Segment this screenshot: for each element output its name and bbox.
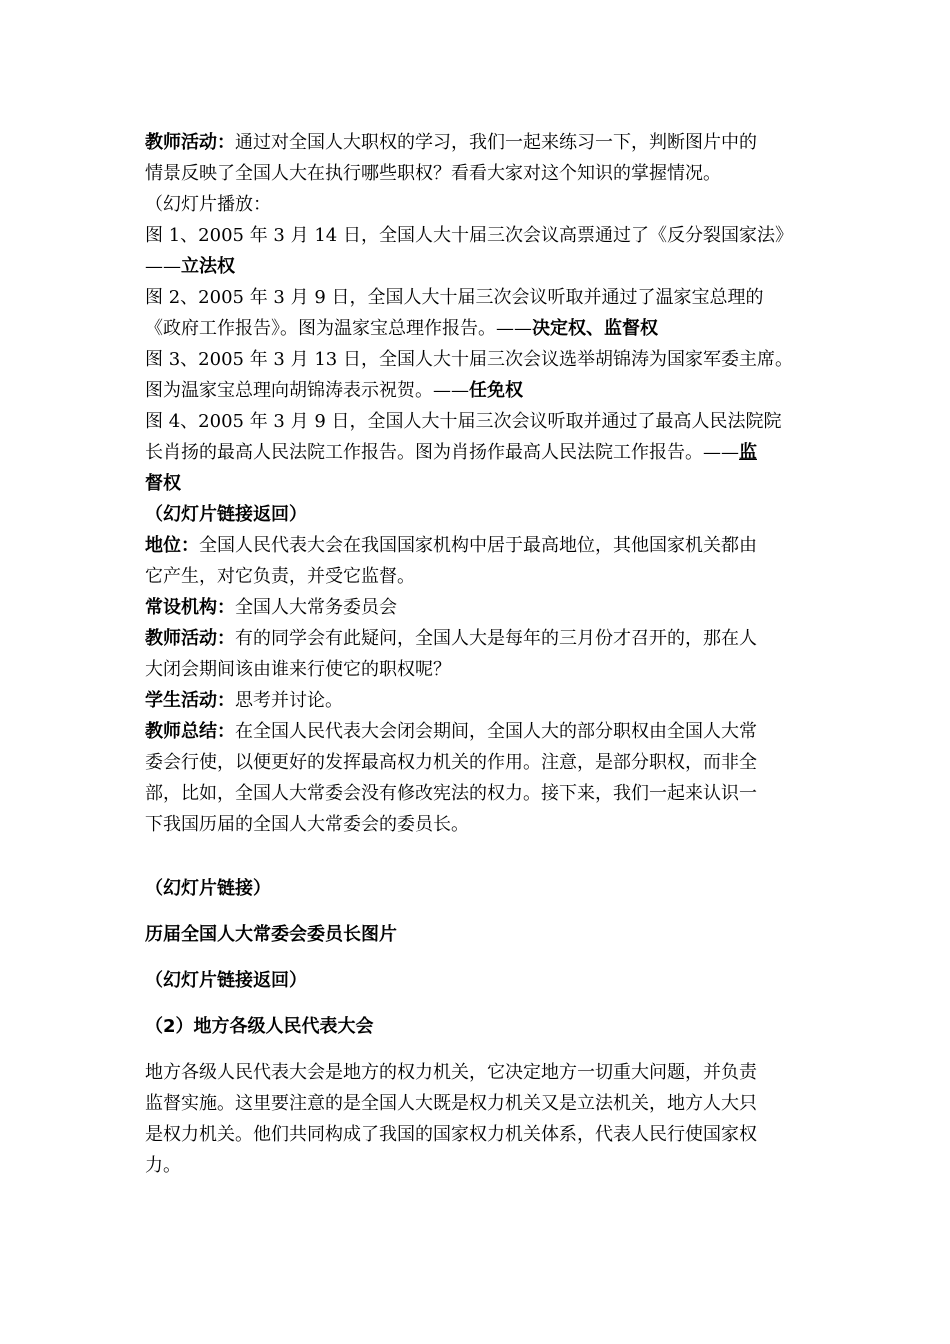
figure-4-answer-end: 督权 — [145, 473, 181, 494]
paragraph-text: 通过对全国人大职权的学习，我们一起来练习一下，判断图片中的 — [235, 132, 757, 153]
teacher-activity-label: 教师活动： — [145, 132, 235, 153]
paragraph-text: 思考并讨论。 — [235, 690, 343, 711]
figure-3-caption-line-1: 图 3、2005 年 3 月 13 日，全国人大十届三次会议选举胡锦涛为国家军委主席。 — [145, 349, 793, 370]
paragraph-text: 全国人大常务委员会 — [235, 597, 397, 618]
student-activity-line — [145, 686, 343, 716]
teacher-activity-2-line-1 — [145, 624, 757, 654]
teacher-summary-line-2: 委会行使，以便更好的发挥最高权力机关的作用。注意，是部分职权，而非全 — [145, 752, 757, 773]
teacher-activity-label: 教师活动： — [145, 628, 235, 649]
local-congress-line-3: 是权力机关。他们共同构成了我国的国家权力机关体系，代表人民行使国家权 — [145, 1124, 757, 1145]
status-line-1 — [145, 531, 757, 561]
paragraph-text: 有的同学会有此疑问，全国人大是每年的三月份才召开的，那在人 — [235, 628, 757, 649]
figure-3-answer: 任免权 — [469, 380, 523, 401]
student-activity-label: 学生活动： — [145, 690, 235, 711]
paragraph-text: 图为温家宝总理向胡锦涛表示祝贺。—— — [145, 380, 469, 401]
local-congress-line-1: 地方各级人民代表大会是地方的权力机关，它决定地方一切重大问题，并负责 — [145, 1062, 757, 1083]
figure-1-answer: 立法权 — [181, 256, 235, 277]
figure-1-caption: 图 1、2005 年 3 月 14 日，全国人大十届三次会议高票通过了《反分裂国家法》 — [145, 225, 793, 246]
paragraph-text: 全国人民代表大会在我国国家机构中居于最高地位，其他国家机关都由 — [199, 535, 757, 556]
status-line-2: 它产生，对它负责，并受它监督。 — [145, 566, 415, 587]
teacher-activity-1-line-2: 情景反映了全国人大在执行哪些职权？看看大家对这个知识的掌握情况。 — [145, 163, 721, 184]
teacher-summary-line-4: 下我国历届的全国人大常委会的委员长。 — [145, 814, 469, 835]
standing-body-line — [145, 593, 397, 623]
status-label: 地位： — [145, 535, 199, 556]
figure-2-answer: 决定权、监督权 — [532, 318, 658, 339]
slide-link-note: （幻灯片链接） — [145, 878, 271, 899]
figure-2-caption-line-1: 图 2、2005 年 3 月 9 日，全国人大十届三次会议听取并通过了温家宝总理的 — [145, 287, 764, 308]
paragraph-text: 在全国人民代表大会闭会期间，全国人大的部分职权由全国人大常 — [235, 721, 757, 742]
figure-4-caption-line-2 — [145, 438, 757, 468]
figure-1-answer-line — [145, 252, 235, 282]
slide-return-note-2: （幻灯片链接返回） — [145, 970, 307, 991]
local-congress-line-4: 力。 — [145, 1155, 181, 1176]
figure-4-answer-start: 监 — [739, 442, 757, 463]
figure-4-caption-line-1: 图 4、2005 年 3 月 9 日，全国人大十届三次会议听取并通过了最高人民法院院 — [145, 411, 782, 432]
local-congress-line-2: 监督实施。这里要注意的是全国人大既是权力机关又是立法机关，地方人大只 — [145, 1093, 757, 1114]
standing-body-label: 常设机构： — [145, 597, 235, 618]
chairmen-pictures-heading: 历届全国人大常委会委员长图片 — [145, 924, 397, 945]
teacher-summary-line-1 — [145, 717, 757, 747]
teacher-activity-2-line-2: 大闭会期间该由谁来行使它的职权呢？ — [145, 659, 451, 680]
teacher-summary-label: 教师总结： — [145, 721, 235, 742]
slide-return-note-1: （幻灯片链接返回） — [145, 504, 307, 525]
local-congress-heading: （2）地方各级人民代表大会 — [145, 1016, 374, 1037]
paragraph-text: 《政府工作报告》。图为温家宝总理作报告。—— — [145, 318, 532, 339]
paragraph-text: 长肖扬的最高人民法院工作报告。图为肖扬作最高人民法院工作报告。—— — [145, 442, 739, 463]
answer-dash: —— — [145, 256, 181, 277]
slide-play-note: （幻灯片播放： — [145, 194, 271, 215]
figure-2-caption-line-2 — [145, 314, 658, 344]
teacher-activity-1-line-1 — [145, 128, 757, 158]
teacher-summary-line-3: 部，比如，全国人大常委会没有修改宪法的权力。接下来，我们一起来认识一 — [145, 783, 757, 804]
figure-3-caption-line-2 — [145, 376, 523, 406]
